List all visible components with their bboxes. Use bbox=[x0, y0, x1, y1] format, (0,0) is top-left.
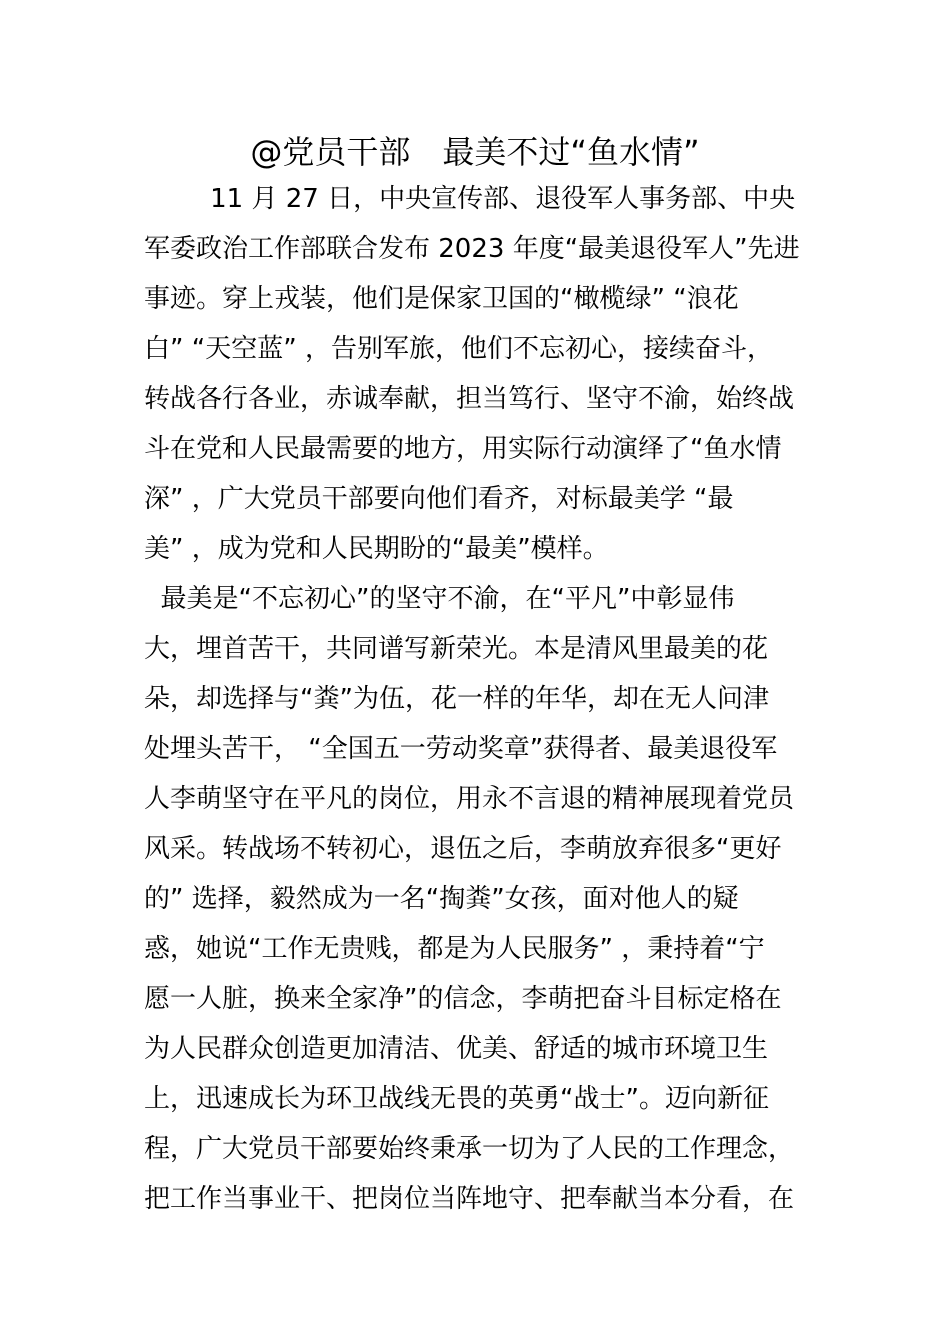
text-line: 深” ，广大党员干部要向他们看齐，对标最美学 “最 bbox=[144, 484, 734, 514]
text-line: 把工作当事业干、把岗位当阵地守、把奉献当本分看，在 bbox=[144, 1184, 795, 1214]
text-line: 上，迅速成长为环卫战线无畏的英勇“战士”。迈向新征 bbox=[144, 1084, 769, 1114]
text-line: 转战各行各业，赤诚奉献，担当笃行、坚守不渝，始终战 bbox=[144, 384, 795, 414]
text-line: 斗在党和人民最需要的地方，用实际行动演绎了“鱼水情 bbox=[144, 434, 782, 464]
text-line: 为人民群众创造更加清洁、优美、舒适的城市环境卫生 bbox=[144, 1034, 769, 1064]
text-line: 事迹。穿上戎装，他们是保家卫国的“橄榄绿” “浪花 bbox=[144, 284, 739, 314]
text-line: 人李萌坚守在平凡的岗位，用永不言退的精神展现着党员 bbox=[144, 784, 795, 814]
text-line: 大，埋首苦干，共同谱写新荣光。本是清风里最美的花 bbox=[144, 634, 769, 664]
document-title: @党员干部 最美不过“鱼水情” bbox=[250, 133, 700, 171]
text-line: 处埋头苦干， “全国五一劳动奖章”获得者、最美退役军 bbox=[144, 734, 778, 764]
text-line: 程，广大党员干部要始终秉承一切为了人民的工作理念， bbox=[144, 1134, 795, 1164]
text-line: 军委政治工作部联合发布 2023 年度“最美退役军人”先进 bbox=[144, 234, 800, 264]
text-line: 白” “天空蓝” ，告别军旅，他们不忘初心，接续奋斗， bbox=[144, 334, 773, 364]
text-line: 的” 选择，毅然成为一名“掏粪”女孩，面对他人的疑 bbox=[144, 884, 739, 914]
text-line: 风采。转战场不转初心，退伍之后，李萌放弃很多“更好 bbox=[144, 834, 782, 864]
text-line: 朵，却选择与“粪”为伍，花一样的年华，却在无人问津 bbox=[144, 684, 769, 714]
text-line: 最美是“不忘初心”的坚守不渝，在“平凡”中彰显伟 bbox=[144, 584, 735, 614]
text-line: 美” ，成为党和人民期盼的“最美”模样。 bbox=[144, 534, 609, 564]
text-line: 惑，她说“工作无贵贱，都是为人民服务” ，秉持着“宁 bbox=[144, 934, 765, 964]
text-line: 11 月 27 日，中央宣传部、退役军人事务部、中央 bbox=[144, 184, 796, 214]
text-line: 愿一人脏，换来全家净”的信念，李萌把奋斗目标定格在 bbox=[144, 984, 782, 1014]
